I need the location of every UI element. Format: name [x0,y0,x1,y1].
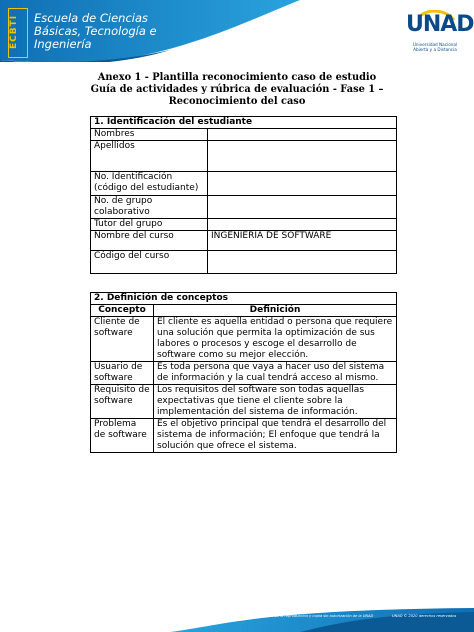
table-row [91,231,397,251]
document-title [60,72,414,108]
row-label-nombres: Nombres [91,129,208,141]
row-label-codigo: Código del curso [91,251,208,274]
column-header-definicion: Definición [154,305,397,317]
concept-cell: Problema de software [91,419,154,453]
footer-banner [0,606,474,632]
table-row [91,196,397,219]
column-header-concepto: Concepto [91,305,154,317]
school-name-line2: Básicas, Tecnología e [34,24,157,38]
concept-definitions-table [90,292,397,453]
footer-copyright-notice: Prohibida la reproducción y copia sin autorización de la UNAD [262,614,374,618]
row-value-curso[interactable]: INGENIERIA DE SOFTWARE [208,231,397,251]
concept-cell: Usuario de software [91,362,154,385]
title-line3: Reconocimiento del caso [168,96,306,107]
definition-cell: El cliente es aquella entidad o persona que requiere una solución que permita la optimización de sus labores o procesos y escoge el desarrollo de software como su mejor elección. [154,317,397,362]
table-row [91,419,397,453]
definition-cell: Es el objetivo principal que tendrá el desarrollo del sistema de información; El enfoque que tendrá la solución que ofrece el sistema. [154,419,397,453]
row-value-nombres[interactable] [208,129,397,141]
unad-sub-line1: Universidad Nacional [412,42,458,47]
table-row [91,317,397,362]
school-name-line1: Escuela de Ciencias [34,11,149,25]
row-label-identificacion: No. Identificación (código del estudiante) [91,172,208,196]
table-row [91,385,397,419]
row-value-apellidos[interactable] [208,141,397,172]
definition-cell: Los requisitos del software son todas aquellas expectativas que tiene el cliente sobre la implementación del sistema de información. [154,385,397,419]
unad-logo-subtitle [404,42,466,52]
title-line1: Anexo 1 - Plantilla reconocimiento caso de estudio [97,72,377,83]
section1-heading: 1. Identificación del estudiante [91,117,397,129]
row-label-apellidos: Apellidos [91,141,208,172]
title-line2: Guía de actividades y rúbrica de evaluación - Fase 1 – [90,84,384,95]
definition-cell: Es toda persona que vaya a hacer uso del sistema de información y la cual tendrá acceso al mismo. [154,362,397,385]
row-label-grupo: No. de grupo colaborativo [91,196,208,219]
row-label-curso: Nombre del curso [91,231,208,251]
row-value-grupo[interactable] [208,196,397,219]
unad-sub-line2: Abierta y a Distancia [413,47,457,52]
table-row [91,141,397,172]
school-name-line3: Ingeniería [34,37,92,51]
footer-rights: UNAD © 2020 derechos reservados [392,614,457,618]
table-row [91,172,397,196]
table-row [91,251,397,274]
row-value-codigo[interactable] [208,251,397,274]
concept-cell: Cliente de software [91,317,154,362]
ecbti-label: ECBTI [9,14,19,50]
section2-heading: 2. Definición de conceptos [91,293,397,305]
student-identification-table [90,116,397,274]
row-value-tutor[interactable] [208,219,397,231]
table-row [91,362,397,385]
table-row [91,219,397,231]
school-name [34,12,194,51]
row-value-identificacion[interactable] [208,172,397,196]
table-row [91,129,397,141]
unad-logo-text: UNAD [406,12,474,37]
concept-cell: Requisito de software [91,385,154,419]
row-label-tutor: Tutor del grupo [91,219,208,231]
